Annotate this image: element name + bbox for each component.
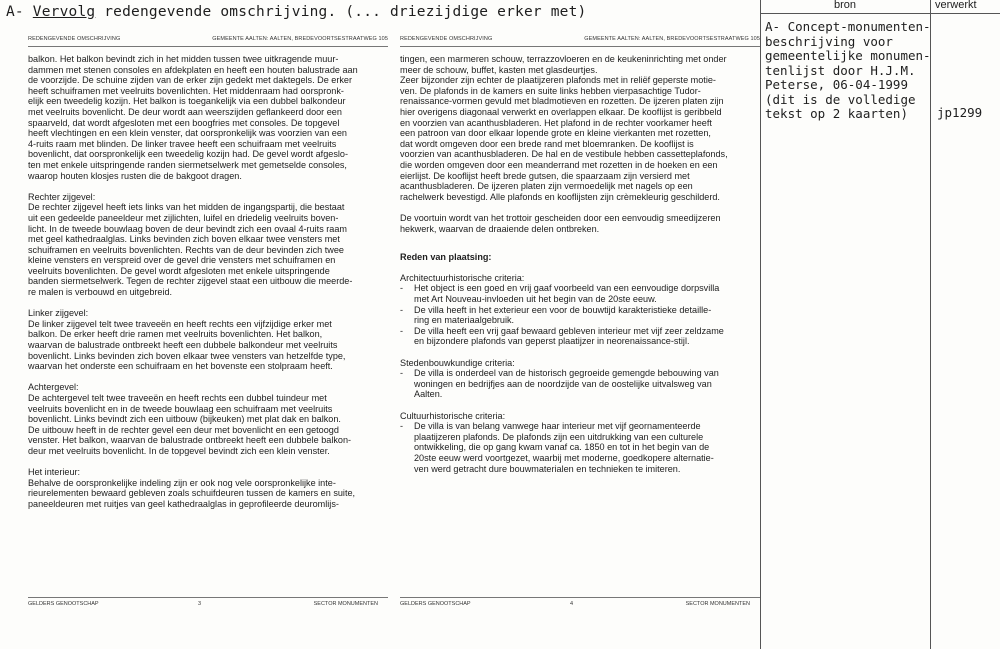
criteria-list-item: - De villa heeft in het exterieur een voor de bouwtijd karakteristieke detaille- ring en materiaalgebruik. [400, 304, 712, 326]
verwerkt-code: jp1299 [937, 105, 983, 120]
page-header-right: GEMEENTE AALTEN: AALTEN, BREDEVOORTSESTRAATWEG 105 [584, 36, 760, 42]
page-number: 4 [570, 601, 574, 607]
heading-vervolg: Vervolg [32, 4, 96, 20]
section-title-rechter-zijgevel: Rechter zijgevel: [28, 191, 96, 202]
paragraph-interieur: Behalve de oorspronkelijke indeling zijn er ook nog vele oorspronkelijke inte- rieurelementen bewaard gebleven zoals schuifdeuren tussen de kamers en suite, paneeldeuren met ruitjes van geel kathedraalglas in geprofileerde deuromlijs- [28, 477, 356, 509]
page-header-right: GEMEENTE AALTEN: AALTEN, BREDEVOORTSESTRAATWEG 105 [212, 36, 388, 42]
paragraph-interieur-vervolg: tingen, een marmeren schouw, terrazzovloeren en de keukeninrichting met onder meer de schouw, buffet, kasten met glasdeurtjes. Zeer bijzonder zijn echter de plaatijzeren plafonds met in reliëf geperste motie- ven. De plafonds in de kamers en suite links hebben vierpasachtige Tudor- renaissance-vormen gevuld met bladmotieven en rozetten. De ijzeren platen zijn hier overigens diagonaal verwerkt en overlappen elkaar. De kooflijst is geribbeld en voorzien van acanthusbladeren. Het plafond in de rechter voorkamer heeft een patroon van door elkaar lopende grote en kleine vierkanten met rozetten, dat wordt omgeven door een brede rand met bloemranken. De kooflijst is voorzien van acanthusbladeren. De hal en de vestibule hebben cassetteplafonds, die worden omgeven door een meanderrand met rozetten in de hoeken en een eierlijst. De kooflijst heeft brede gutsen, die spaarzaam zijn versierd met acanthusbladeren. De ijzeren platen zijn vermoedelijk met nagels op een rachelwerk bevestigd. Alle plafonds en kooflijsten zijn crèmekleurig geschilderd. [400, 54, 728, 202]
document-page-4 [400, 36, 760, 616]
page-footer [28, 601, 388, 609]
page-number: 3 [198, 601, 202, 607]
footer-left: GELDERS GENOOTSCHAP [400, 601, 471, 607]
section-title-achtergevel: Achtergevel: [28, 382, 79, 393]
verwerkt-column-header: verwerkt [935, 0, 977, 11]
paragraph-balkon: balkon. Het balkon bevindt zich in het midden tussen twee uitkragende muur- dammen met stenen consoles en afdekplaten en heeft een houten balustrade aan de voorzijde. De schuine zijden van de erker zijn gedekt met daktegels. De erker heeft schuiframen met veelruits bovenlichten. Het middenraam had oorspronk- elijk een tweedelig kozijn. Het balkon is toegankelijk via een dubbel balkondeur met veelruits bovenlicht. De deur wordt aan weerszijden geflankeerd door een spaarveld, dat wordt afgesloten met een boogfries met consoles. De topgevel heeft vlechtingen en een klein venster, dat oorspronkelijk was voorzien van een 4-ruits raam met blinden. De linker travee heeft een schuifraam met veelruits bovenlicht, dat oorspronkelijk een tweedelig kozijn had. De gevel wordt afgeslo- ten met enkele uitspringende randen siermetselwerk met gemetselde consoles, waarop houten klosjes rusten die de bakgoot dragen. [28, 54, 358, 181]
bron-source-text: A- Concept-monumenten- beschrijving voor gemeentelijke monumen- tenlijst door H.J.M. Peterse, 06-04-1999 (dit is de volledige tekst op 2 kaarten) [765, 19, 931, 121]
page-header-left: REDENGEVENDE OMSCHRIJVING [28, 36, 121, 42]
section-title-reden-van-plaatsing: Reden van plaatsing: [400, 251, 492, 262]
card-heading [6, 4, 586, 20]
paragraph-voortuin: De voortuin wordt van het trottoir gescheiden door een eenvoudig smeedijzeren hekwerk, waarvan de draaiende delen ontbreken. [400, 212, 721, 234]
page-header-rule [28, 46, 388, 47]
criteria-list-item: - Het object is een goed en vrij gaaf voorbeeld van een eenvoudige dorpsvilla met Art Nouveau-invloeden uit het begin van de 20ste eeuw. [400, 283, 720, 305]
criteria-title-stedenbouwkundig: Stedenbouwkundige criteria: [400, 357, 515, 368]
footer-right: SECTOR MONUMENTEN [685, 601, 750, 607]
paragraph-achtergevel: De achtergevel telt twee traveeën en heeft rechts een dubbel tuindeur met veelruits bovenlicht en in de tweede bouwlaag een schuifraam met veelruits bovenlicht. Links bevindt zich een uitbouw (bijkeuken) met plat dak en balkon. De uitbouw heeft in de rechter gevel een deur met bovenlicht en een getoogd venster. Het balkon, waarvan de balustrade ontbreekt heeft een dubbele balkon- deur met veelruits bovenlicht. In de topgevel bevindt zich een klein venster. [28, 393, 352, 456]
section-title-interieur: Het interieur: [28, 467, 81, 478]
card-column-divider [760, 0, 761, 649]
criteria-title-architectuurhistorisch: Architectuurhistorische criteria: [400, 272, 525, 283]
heading-rest: redengevende omschrijving. (... driezijdige erker met) [95, 4, 587, 20]
page-footer-rule [400, 597, 760, 598]
footer-left: GELDERS GENOOTSCHAP [28, 601, 99, 607]
page-header-rule [400, 46, 760, 47]
criteria-list-item: - De villa is onderdeel van de historisch gegroeide gemengde bebouwing van woningen en bedrijfjes aan de noordzijde van de oostelijke uitvalsweg van Aalten. [400, 368, 719, 400]
page-body [28, 54, 388, 510]
page-body [400, 54, 760, 474]
document-page-3 [28, 36, 388, 616]
page-header [28, 36, 388, 44]
card-header-rule [760, 13, 1000, 14]
criteria-list-item: - De villa heeft een vrij gaaf bewaard gebleven interieur met vijf zeer zeldzame en bijzondere plafonds van geperst plaatijzer in neorenaissance-stijl. [400, 325, 724, 347]
criteria-title-cultuurhistorisch: Cultuurhistorische criteria: [400, 410, 506, 421]
heading-prefix: A- [6, 4, 33, 20]
page-footer-rule [28, 597, 388, 598]
bron-column-header: bron [833, 0, 857, 11]
paragraph-rechter-zijgevel: De rechter zijgevel heeft iets links van het midden de ingangspartij, die bestaat uit een gedeelde paneeldeur met zijlichten, luifel en driedelig veelruits boven- licht. In de tweede bouwlaag boven de deur bevindt zich een ovaal 4-ruits raam met geel kathedraalglas. Links bevinden zich boven elkaar twee vensters met schuiframen en veelruits bovenlichten. Rechts van de deur bevinden zich twee kleine vensters en verspreid over de gevel drie vensters met schuiframen en veelruits bovenlichten. De gevel wordt afgesloten met enkele uitspringende banden siermetselwerk. Tegen de rechter zijgevel staat een uitbouw die meerde- re malen is verbouwd en uitgebreid. [28, 202, 353, 298]
page-header-left: REDENGEVENDE OMSCHRIJVING [400, 36, 493, 42]
criteria-list-item: - De villa is van belang vanwege haar interieur met vijf geornamenteerde plaatijzeren plafonds. De plafonds zijn een uitdrukking van een culturele ontwikkeling, die op gang kwam vanaf ca. 1850 en tot in het begin van de 20ste eeuw werd voortgezet, waarbij met moderne, goedkopere alternatie- ven werd getracht dure bouwmaterialen en technieken te imiteren. [400, 421, 714, 474]
page-footer [400, 601, 760, 609]
footer-right: SECTOR MONUMENTEN [313, 601, 378, 607]
paragraph-linker-zijgevel: De linker zijgevel telt twee traveeën en heeft rechts een vijfzijdige erker met balkon. De erker heeft drie ramen met veelruits bovenlichten. Het balkon, waarvan de balustrade ontbreekt heeft een dubbele balkondeur met veelruits bovenlicht. Links bevinden zich boven elkaar twee vensters van hetzelfde type, waarvan het onderste een schuifraam en het bovenste een stolpraam heeft. [28, 318, 346, 372]
page-header [400, 36, 760, 44]
section-title-linker-zijgevel: Linker zijgevel: [28, 308, 89, 319]
